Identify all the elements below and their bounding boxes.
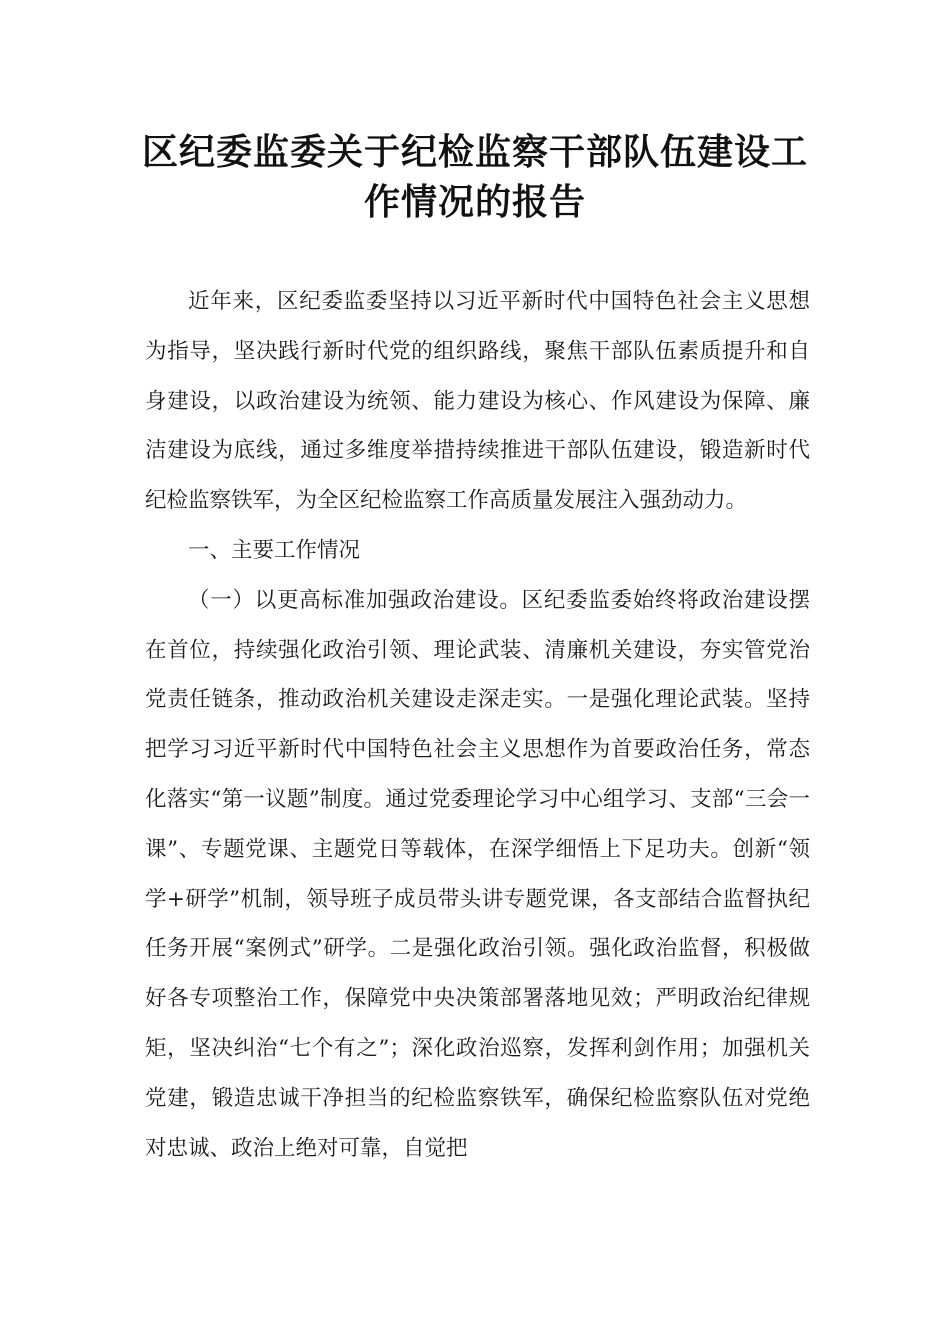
section-heading: 一、主要工作情况 <box>188 537 361 563</box>
intro-paragraph: 近年来，区纪委监委坚持以习近平新时代中国特色社会主义思想为指导，坚决践行新时代党的组织路线，聚焦干部队伍素质提升和自身建设，以政治建设为统领、能力建设为核心、作风建设为保障、廉洁建设为底线，通过多维度举措持续推进干部队伍建设，锻造新时代纪检监察铁军，为全区纪检监察工作高质量发展注入强劲动力。 <box>145 289 810 514</box>
title-line-1: 区纪委监委关于纪检监察干部队伍建设工 <box>141 132 808 173</box>
document-body <box>145 277 810 1173</box>
subsection-paragraph: （一）以更高标准加强政治建设。区纪委监委始终将政治建设摆在首位，持续强化政治引领、理论武装、清廉机关建设，夯实管党治党责任链条，推动政治机关建设走深走实。一是强化理论武装。坚持把学习习近平新时代中国特色社会主义思想作为首要政治任务，常态化落实“第一议题”制度。通过党委理论学习中心组学习、支部“三会一课”、专题党课、主题党日等载体，在深学细悟上下足功夫。创新“领学+研学”机制，领导班子成员带头讲专题党课，各支部结合监督执纪任务开展“案例式”研学。二是强化政治引领。强化政治监督，积极做好各专项整治工作，保障党中央决策部署落地见效；严明政治纪律规矩，坚决纠治“七个有之”；深化政治巡察，发挥利剑作用；加强机关党建，锻造忠诚干净担当的纪检监察铁军，确保纪检监察队伍对党绝对忠诚、政治上绝对可靠，自觉把 <box>145 587 810 1161</box>
title-line-2: 作情况的报告 <box>363 182 586 223</box>
document-title <box>100 128 850 228</box>
